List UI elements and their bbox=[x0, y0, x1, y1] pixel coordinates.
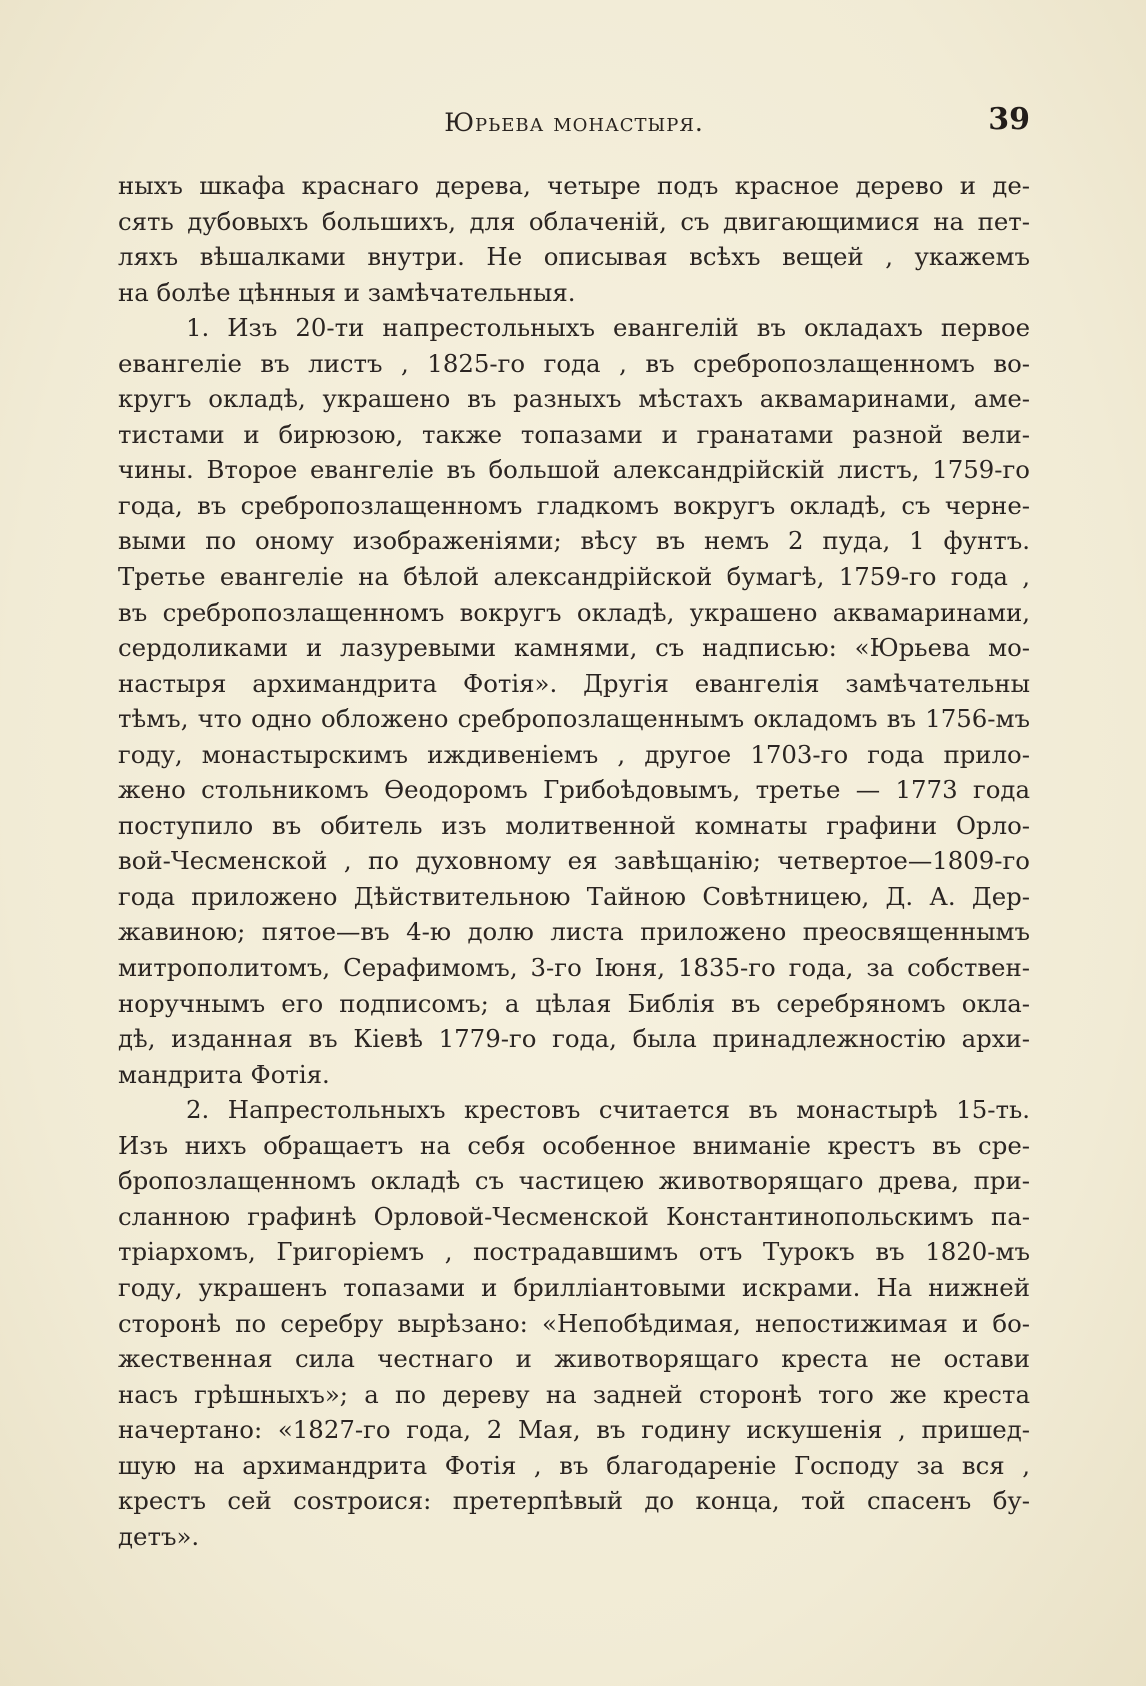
text-line: году, украшенъ топазами и брилліантовыми искрами. На нижней bbox=[118, 1272, 1030, 1302]
text-line: сердоликами и лазуревыми камнями, съ надписью: «Юрьева мо- bbox=[118, 633, 1030, 663]
text-line: поступило въ обитель изъ молитвенной комнаты графини Орло- bbox=[118, 810, 1030, 840]
text-line: тѣмъ, что одно обложено сребропозлащеннымъ окладомъ въ 1756-мъ bbox=[118, 704, 1030, 734]
text-line: сланною графинѣ Орловой-Чесменской Константинопольскимъ па- bbox=[118, 1201, 1030, 1231]
text-line: на болѣе цѣнныя и замѣчательныя. bbox=[118, 277, 576, 307]
text-line: сторонѣ по серебру вырѣзано: «Непобѣдимая, непостижимая и бо- bbox=[118, 1308, 1030, 1338]
text-line: Третье евангеліе на бѣлой александрійской бумагѣ, 1759-го года , bbox=[118, 562, 1030, 592]
text-line: вой-Чесменской , по духовному ея завѣщанію; четвертое—1809-го bbox=[118, 846, 1030, 876]
text-line: года, въ сребропозлащенномъ гладкомъ вокругъ окладѣ, съ черне- bbox=[118, 490, 1030, 520]
text-line: года приложено Дѣйствительною Тайною Совѣтницею, Д. А. Дер- bbox=[118, 881, 1030, 911]
running-head: Юрьева монастыря. bbox=[444, 108, 704, 137]
text-line: шую на архимандрита Фотія , въ благодареніе Господу за вся , bbox=[118, 1450, 1030, 1480]
text-line: настыря архимандрита Фотія». Другія евангелія замѣчательны bbox=[118, 668, 1030, 698]
text-line: тистами и бирюзою, также топазами и гранатами разной вели- bbox=[118, 419, 1030, 449]
text-line: ляхъ вѣшалками внутри. Не описывая всѣхъ вещей , укажемъ bbox=[118, 242, 1030, 272]
text-line: норучнымъ его подписомъ; а цѣлая Библія въ серебряномъ окла- bbox=[118, 988, 1030, 1018]
text-line: митрополитомъ, Серафимомъ, 3-го Іюня, 1835-го года, за собствен- bbox=[118, 953, 1030, 983]
text-line: сять дубовыхъ большихъ, для облаченій, съ двигающимися на пет- bbox=[118, 206, 1030, 236]
text-line: въ сребропозлащенномъ вокругъ окладѣ, украшено аквамаринами, bbox=[118, 597, 1030, 627]
paragraph-1-start: 1. Изъ 20-ти напрестольныхъ евангелій въ окладахъ первое bbox=[186, 313, 1030, 343]
text-line: выми по оному изображеніями; вѣсу въ немъ 2 пуда, 1 фунтъ. bbox=[118, 526, 1030, 556]
paragraph-2-start: 2. Напрестольныхъ крестовъ считается въ монастырѣ 15-ть. bbox=[186, 1095, 1030, 1125]
text-line: мандрита Фотія. bbox=[118, 1059, 330, 1089]
text-line: насъ грѣшныхъ»; а по дереву на задней сторонѣ того же креста bbox=[118, 1379, 1030, 1409]
text-line: ныхъ шкафа краснаго дерева, четыре подъ красное дерево и де- bbox=[118, 171, 1030, 200]
text-line: тріархомъ, Григоріемъ , пострадавшимъ отъ Турокъ въ 1820-мъ bbox=[118, 1237, 1030, 1267]
text-line: детъ». bbox=[118, 1521, 200, 1551]
text-line: евангеліе въ листъ , 1825-го года , въ сребропозлащенномъ во- bbox=[118, 348, 1030, 378]
text-line: бропозлащенномъ окладѣ съ частицею животворящаго древа, при- bbox=[118, 1166, 1030, 1196]
text-line: кругъ окладѣ, украшено въ разныхъ мѣстахъ аквамаринами, аме- bbox=[118, 384, 1030, 414]
text-line: году, монастырскимъ иждивеніемъ , другое 1703-го года прило- bbox=[118, 739, 1030, 769]
text-line: начертано: «1827-го года, 2 Мая, въ годину искушенія , пришед- bbox=[118, 1415, 1030, 1445]
page-header bbox=[118, 102, 1030, 148]
text-line: Изъ нихъ обращаетъ на себя особенное вниманіе крестъ въ сре- bbox=[118, 1130, 1030, 1160]
text-line: жественная сила честнаго и животворящаго креста не остави bbox=[118, 1344, 1030, 1374]
text-line: крестъ сей соѕтроися: претерпѣвый до конца, той спасенъ бу- bbox=[118, 1486, 1030, 1516]
text-line: чины. Второе евангеліе въ большой александрійскій листъ, 1759-го bbox=[118, 455, 1030, 485]
text-line: жавиною; пятое—въ 4-ю долю листа приложено преосвященнымъ bbox=[118, 917, 1030, 947]
body-text bbox=[118, 168, 1030, 1554]
text-line: жено стольникомъ Ѳеодоромъ Грибоѣдовымъ, третье — 1773 года bbox=[118, 775, 1030, 805]
page-number: 39 bbox=[988, 102, 1030, 137]
text-line: дѣ, изданная въ Кіевѣ 1779-го года, была принадлежностію архи- bbox=[118, 1024, 1030, 1054]
